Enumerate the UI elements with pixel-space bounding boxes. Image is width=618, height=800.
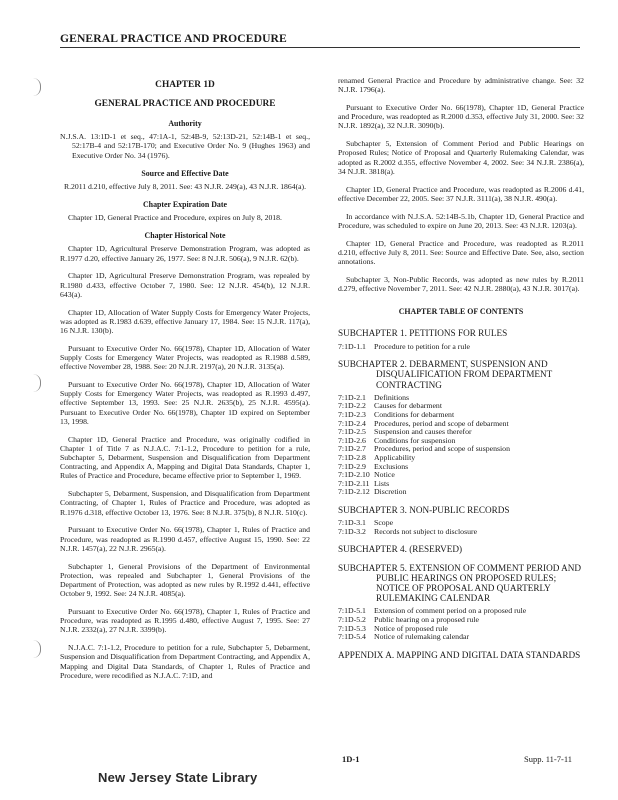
history-paragraph: Pursuant to Executive Order No. 66(1978), Chapter 1, Rules of Practice and Procedure, was readopted as R.1990 d.457, effective August 15, 1990. See: 22 N.J.R. 1457(a), 22 N.J.R. 2965(a). — [60, 525, 310, 553]
running-head: GENERAL PRACTICE AND PROCEDURE — [60, 32, 580, 48]
toc-subchapter-heading: APPENDIX A. MAPPING AND DIGITAL DATA STANDARDS — [338, 649, 581, 660]
toc-section-number: 7:1D-2.9 — [338, 461, 366, 471]
history-paragraph: Subchapter 1, General Provisions of the Department of Environmental Protection, was repealed and Subchapter 1, General Provisions of the Department of Protection, was adopted as new rules by R.1992 d.441, effective October 9, 1992. See: 24 N.J.R. 4085(a). — [60, 561, 310, 599]
toc-section-number: 7:1D-2.4 — [338, 418, 366, 428]
toc-section-title: Public hearing on a proposed rule — [374, 614, 480, 624]
toc-subchapter-heading: SUBCHAPTER 4. (RESERVED) — [338, 544, 463, 555]
toc-section-title: Definitions — [374, 392, 410, 402]
binding-hole-mark — [30, 78, 41, 96]
toc-section-number: 7:1D-2.6 — [338, 435, 366, 445]
toc-section-title: Discretion — [374, 487, 407, 497]
supplement-date: Supp. 11-7-11 — [524, 754, 573, 764]
binding-hole-mark — [30, 374, 41, 392]
toc-section-number: 7:1D-2.3 — [338, 410, 366, 420]
toc-entry — [338, 528, 584, 537]
toc-entry — [338, 488, 584, 497]
toc-section-title: Causes for debarment — [374, 401, 442, 411]
history-paragraph: Pursuant to Executive Order No. 66(1978), Chapter 1D, General Practice and Procedure, was readopted as R.2000 d.353, effective July 31, 2000. See: 32 N.J.R. 1892(a), 32 N.J.R. 3090(b). — [338, 103, 584, 131]
history-paragraph: Chapter 1D, Agricultural Preserve Demonstration Program, was adopted as R.1977 d.20, effective January 26, 1977. See: 8 N.J.R. 506(a), 9 N.J.R. 62(b). — [60, 244, 310, 263]
toc-section-number: 7:1D-1.1 — [338, 341, 366, 351]
history-paragraphs — [60, 244, 310, 680]
toc-section-title: Suspension and causes therefor — [374, 427, 472, 437]
history-paragraph: Chapter 1D, Agricultural Preserve Demonstration Program, was repealed by R.1980 d.433, effective October 7, 1980. See: 12 N.J.R. 454(b), 12 N.J.R. 643(a). — [60, 271, 310, 299]
toc-entry — [338, 343, 584, 352]
toc-section-number: 7:1D-2.2 — [338, 401, 366, 411]
toc-section-title: Notice of proposed rule — [374, 623, 448, 633]
library-stamp: New Jersey State Library — [98, 770, 258, 785]
toc-section-title: Records not subject to disclosure — [374, 526, 478, 536]
toc-subchapter-heading: SUBCHAPTER 1. PETITIONS FOR RULES — [338, 328, 508, 339]
toc-section-title: Conditions for suspension — [374, 435, 456, 445]
toc-section-title: Notice of rulemaking calendar — [374, 632, 470, 642]
history-paragraph: Pursuant to Executive Order No. 66(1978), Chapter 1, Rules of Practice and Procedure, was readopted as R.1995 d.480, effective August 7, 1995. See: 27 N.J.R. 2332(a), 27 N.J.R. 3399(b). — [60, 607, 310, 635]
toc-section-title: Conditions for debarment — [374, 410, 455, 420]
toc-section-number: 7:1D-5.2 — [338, 614, 366, 624]
history-paragraph: N.J.A.C. 7:1-1.2, Procedure to petition for a rule, Subchapter 5, Debarment, Suspension and Disqualification from Department Contracting, and Appendix A, Mapping and Digital Data Standards, of Chapter 1, Rules of Practice and Procedure, were recodified as N.J.A.C. 7:1D, and — [60, 643, 310, 680]
toc-section-number: 7:1D-2.11 — [338, 478, 370, 488]
history-paragraph: Pursuant to Executive Order No. 66(1978), Chapter 1D, Allocation of Water Supply Costs for Emergency Water Projects, was readopted as R.1988 d.589, effective November 28, 1988. See: 20 N.J.R. 2197(a), 20 N.J.R. 3135(a). — [60, 343, 310, 372]
toc-subchapter — [338, 544, 584, 554]
history-paragraph: Subchapter 5, Debarment, Suspension, and Disqualification from Department Contracting, of Chapter 1, Rules of Practice and Procedure, was adopted as R.1976 d.318, effective October 13, 1976. See: 8 N.J.R. 375(b), 8 N.J.R. 510(c). — [60, 489, 310, 517]
toc-section-number: 7:1D-2.5 — [338, 427, 366, 437]
toc-section-title: Procedure to petition for a rule — [374, 341, 470, 351]
toc-section-title: Extension of comment period on a proposed rule — [374, 606, 527, 616]
toc-section-title: Procedures, period and scope of suspension — [374, 444, 510, 454]
toc-subchapter — [338, 650, 584, 660]
toc-subchapter — [338, 328, 584, 351]
toc-subchapter — [338, 359, 584, 497]
history-paragraph: Subchapter 3, Non-Public Records, was adopted as new rules by R.2011 d.279, effective November 7, 2011. See: 42 N.J.R. 2880(a), 43 N.J.R. 3017(a). — [338, 274, 584, 294]
history-heading: Chapter Historical Note — [144, 231, 226, 241]
toc-section-number: 7:1D-2.8 — [338, 452, 366, 462]
expiration-text: Chapter 1D, General Practice and Procedure, expires on July 8, 2018. — [68, 213, 282, 223]
history-paragraph: Chapter 1D, General Practice and Procedure, was readopted as R.2006 d.41, effective December 22, 2005. See: 37 N.J.R. 3111(a), 38 N.J.R. 490(a). — [338, 184, 584, 203]
authority-heading: Authority — [168, 119, 202, 128]
toc-subchapter-heading: SUBCHAPTER 5. EXTENSION OF COMMENT PERIOD AND PUBLIC HEARINGS ON PROPOSED RULES; NOTICE OF PROPOSAL AND QUARTERLY RULEMAKING CALENDAR — [338, 562, 582, 604]
toc-subchapter — [338, 505, 584, 536]
toc-section-number: 7:1D-5.1 — [338, 606, 366, 616]
source-text: R.2011 d.210, effective July 8, 2011. See: 43 N.J.R. 249(a), 43 N.J.R. 1864(a). — [63, 182, 307, 192]
history-paragraph: In accordance with N.J.S.A. 52:14B-5.1b, Chapter 1D, General Practice and Procedure, was scheduled to expire on June 20, 2013. See: 43 N.J.R. 1203(a). — [338, 211, 584, 230]
toc-subchapter — [338, 563, 584, 642]
toc-section-title: Scope — [374, 518, 394, 528]
toc-entry — [338, 633, 584, 642]
history-paragraph: Chapter 1D, General Practice and Procedure, was readopted as R.2011 d.210, effective July 8, 2011. See: Source and Effective Date. See, also, section annotations. — [338, 238, 584, 267]
toc-section-title: Applicability — [374, 452, 416, 462]
toc-title: CHAPTER TABLE OF CONTENTS — [398, 307, 524, 317]
toc-section-number: 7:1D-5.3 — [338, 623, 366, 633]
left-column — [60, 80, 310, 689]
toc-section-title: Procedures, period and scope of debarment — [374, 418, 509, 428]
toc-section-number: 7:1D-2.1 — [338, 392, 366, 402]
toc-subchapter-heading: SUBCHAPTER 2. DEBARMENT, SUSPENSION AND DISQUALIFICATION FROM DEPARTMENT CONTRACTING — [338, 359, 553, 390]
toc-section-number: 7:1D-2.12 — [338, 487, 370, 497]
history-paragraph: renamed General Practice and Procedure by administrative change. See: 32 N.J.R. 1796(a). — [338, 76, 584, 95]
toc-subchapter-heading: SUBCHAPTER 3. NON-PUBLIC RECORDS — [338, 504, 510, 515]
toc-section-number: 7:1D-5.4 — [338, 632, 366, 642]
chapter-title: GENERAL PRACTICE AND PROCEDURE — [94, 99, 276, 109]
history-paragraphs-continued — [338, 76, 584, 293]
right-column — [338, 76, 584, 668]
page-number: 1D-1 — [342, 754, 360, 764]
toc-section-number: 7:1D-3.1 — [338, 518, 366, 528]
history-paragraph: Chapter 1D, Allocation of Water Supply Costs for Emergency Water Projects, was adopted as R.1983 d.639, effective January 17, 1984. See: 15 N.J.R. 117(a), 16 N.J.R. 130(b). — [60, 307, 310, 336]
toc-section-title: Exclusions — [374, 461, 409, 471]
history-paragraph: Pursuant to Executive Order No. 66(1978), Chapter 1D, Allocation of Water Supply Costs for Emergency Water Projects, was readopted as R.1993 d.497, effective September 13, 1993. See: 25 N.J.R. 2635(b), 25 N.J.R. 4595(a). Pursuant to Executive Order No. 66(1978), Chapter 1D expired on September 13, 1998. — [60, 380, 310, 426]
toc-section-title: Notice — [374, 470, 395, 480]
authority-text: N.J.S.A. 13:1D-1 et seq., 47:1A-1, 52:4B-9, 52:13D-21, 52:14B-1 et seq., 52:17B-4 and 52:17B-170; and Executive Order No. 9 (Hughes 1963) and Executive Order No. 34 (1976). — [60, 132, 310, 160]
toc-section-title: Lists — [374, 478, 390, 488]
history-paragraph: Subchapter 5, Extension of Comment Period and Public Hearings on Proposed Rules; Notice of Proposal and Quarterly Rulemaking Calendar, was adopted as R.2002 d.355, effective November 4, 2002. See: 34 N.J.R. 2386(a), 34 N.J.R. 3818(a). — [338, 139, 584, 176]
toc-section-number: 7:1D-3.2 — [338, 526, 366, 536]
expiration-heading: Chapter Expiration Date — [142, 200, 228, 210]
chapter-number: CHAPTER 1D — [155, 80, 215, 90]
binding-hole-mark — [30, 640, 41, 658]
table-of-contents — [338, 328, 584, 660]
source-heading: Source and Effective Date — [141, 168, 229, 178]
toc-section-number: 7:1D-2.7 — [338, 444, 366, 454]
history-paragraph: Chapter 1D, General Practice and Procedure, was originally codified in Chapter 1 of Title 7 as N.J.A.C. 7:1-1.2, Procedure to petition for a rule, Subchapter 5, Debarment, Suspension and Disqualification from Department Contracting, and Appendix A, Mapping and Digital Data Standards, Chapter 1, Rules of Practice and Procedure, became effective prior to September 1, 1969. — [60, 434, 310, 481]
toc-section-number: 7:1D-2.10 — [338, 470, 370, 480]
